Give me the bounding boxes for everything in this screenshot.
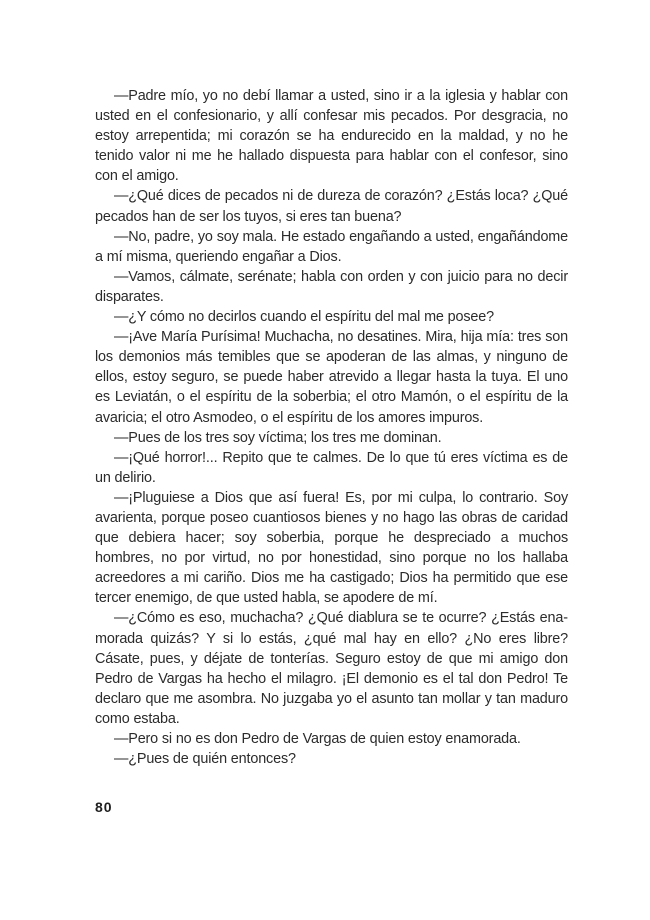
paragraph: —¿Qué dices de pecados ni de dureza de corazón? ¿Estás loca? ¿Qué pecados han de ser los tuyos, si eres tan buena?: [95, 188, 568, 225]
paragraph: —¡Qué horror!... Repito que te calmes. De lo que tú eres víctima es de un delirio.: [95, 449, 568, 486]
paragraph: —No, padre, yo soy mala. He estado engañando a usted, engañándome a mí misma, queriendo engañar a Dios.: [95, 228, 568, 265]
body-text: [95, 86, 568, 769]
paragraph: —Vamos, cálmate, serénate; habla con orden y con juicio para no decir disparates.: [95, 268, 568, 305]
paragraph: —¿Y cómo no decirlos cuando el espíritu del mal me posee?: [114, 309, 494, 326]
paragraph: —Padre mío, yo no debí llamar a usted, sino ir a la iglesia y hablar con usted en el confesionario, y allí confesar mis pecados. Por desgracia, no estoy arrepentida; mi corazón se ha endurecido en la maldad, y no he tenido valor ni me he hallado dispuesta para hablar con el confesor, sino con el amigo.: [95, 88, 568, 185]
paragraph: —Pero si no es don Pedro de Vargas de quien estoy enamorada.: [114, 731, 521, 747]
paragraph: —¿Cómo es eso, muchacha? ¿Qué diablura se te ocurre? ¿Estás enamorada quizás? Y si lo estás, ¿qué mal hay en ello? ¿No eres libre? Cásate, pues, y déjate de tonterías. Seguro estoy de que mi amigo don Pedro de Vargas ha hecho el milagro. ¡El demonio es el tal don Pedro! Te declaro que me asombra. No juzgaba yo el asunto tan mollar y tan maduro como estaba.: [95, 610, 568, 727]
page-number: 80: [95, 799, 113, 815]
paragraph: —¡Ave María Purísima! Muchacha, no desatines. Mira, hija mía: tres son los demonios más temibles que se apoderan de las almas, y ninguno de ellos, estoy seguro, se puede haber atrevido a llegar hasta la tuya. El uno es Leviatán, o el espíritu de la soberbia; el otro Mamón, o el espíritu de la avaricia; el otro Asmodeo, o el espíritu de los amores impuros.: [95, 329, 568, 426]
paragraph: —¡Pluguiese a Dios que así fuera! Es, por mi culpa, lo contrario. Soy avarienta, porque poseo cuantiosos bienes y no hago las obras de caridad que debiera hacer; soy soberbia, porque he despreciado a muchos hombres, no por virtud, no por honestidad, sino porque no los hallaba acreedores a mi cariño. Dios me ha castigado; Dios ha permitido que ese tercer enemigo, de que usted habla, se apodere de mí.: [95, 489, 568, 607]
paragraph: —Pues de los tres soy víctima; los tres me dominan.: [114, 429, 442, 446]
paragraph: —¿Pues de quién entonces?: [114, 751, 296, 768]
